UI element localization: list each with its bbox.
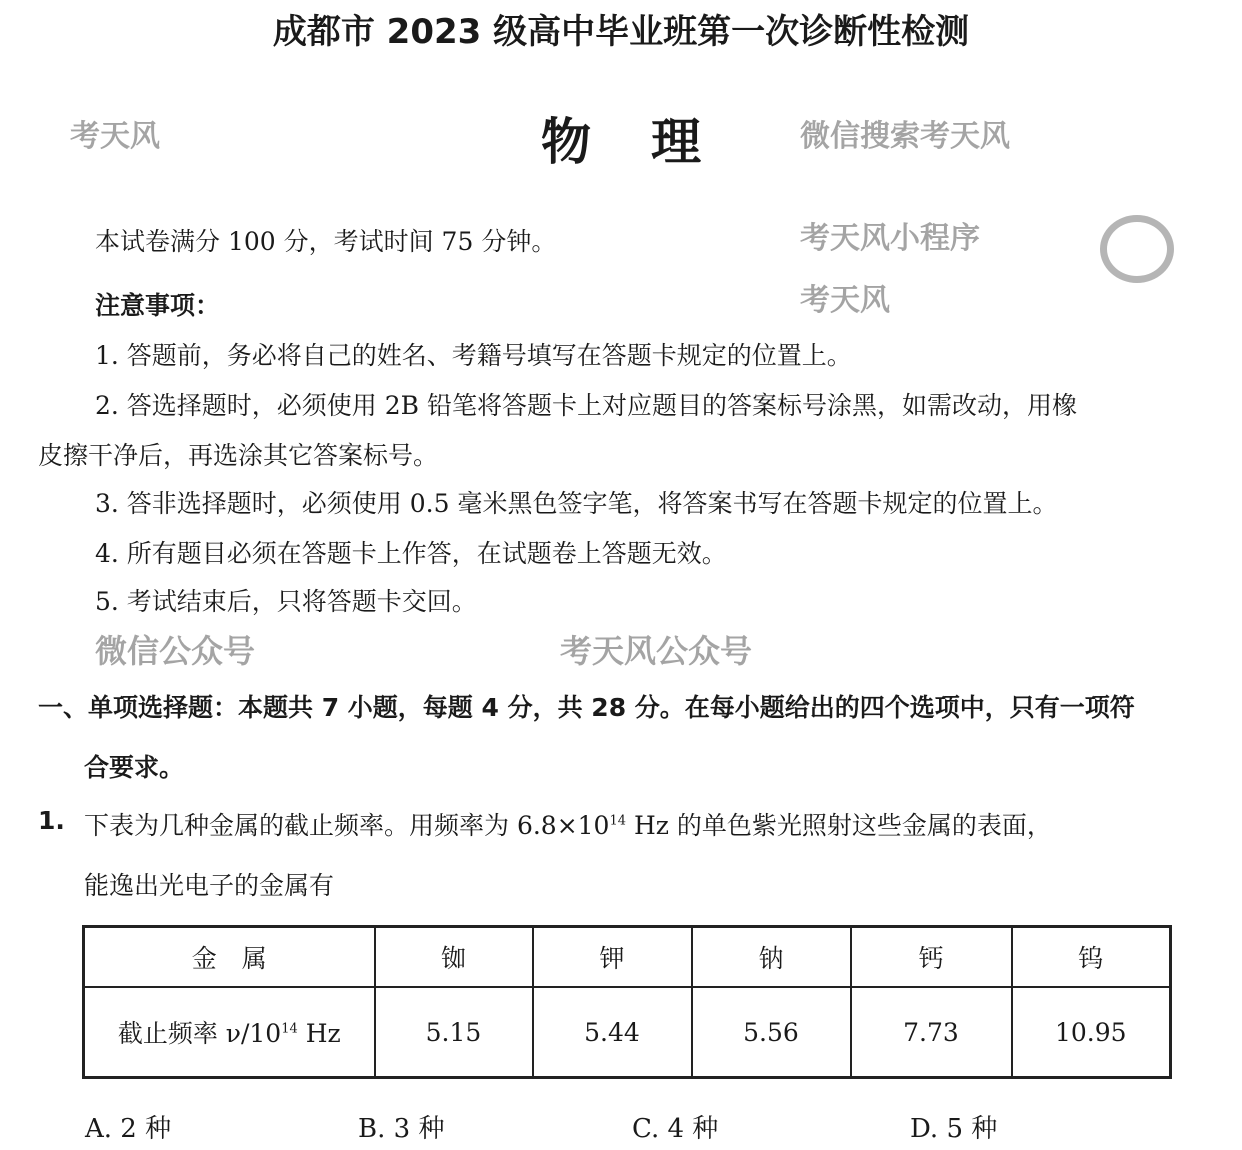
question-text: 能逸出光电子的金属有	[84, 871, 335, 900]
question-text-part: 下表为几种金属的截止频率。用频率为 6.8×10	[84, 811, 610, 840]
watermark: 微信搜索考天风	[800, 119, 1010, 154]
question-text	[84, 806, 1052, 842]
note-item: 1. 答题前，务必将自己的姓名、考籍号填写在答题卡规定的位置上。	[95, 341, 852, 370]
header-cell: 金 属	[84, 927, 375, 988]
metal-cell: 铷	[375, 927, 533, 988]
value-cell: 7.73	[851, 987, 1012, 1078]
section-heading: 一、单项选择题：本题共 7 小题，每题 4 分，共 28 分。在每小题给出的四个选项中，只有一项符	[38, 693, 1135, 722]
note-item: 3. 答非选择题时，必须使用 0.5 毫米黑色签字笔，将答案书写在答题卡规定的位置上。	[95, 489, 1058, 518]
note-item: 4. 所有题目必须在答题卡上作答，在试题卷上答题无效。	[95, 539, 727, 568]
option-d: D. 5 种	[910, 1114, 998, 1144]
exponent: 14	[281, 1021, 298, 1037]
section-heading-cont: 合要求。	[84, 753, 185, 782]
metal-cell: 钾	[533, 927, 692, 988]
label-part: Hz	[297, 1019, 341, 1048]
watermark: 考天风	[800, 283, 890, 318]
metal-cell: 钙	[851, 927, 1012, 988]
intro-text: 本试卷满分 100 分，考试时间 75 分钟。	[95, 227, 557, 256]
metal-cell: 钨	[1012, 927, 1171, 988]
option-a: A. 2 种	[85, 1114, 172, 1144]
subject-title: 物理	[541, 113, 761, 171]
option-c: C. 4 种	[632, 1114, 719, 1144]
table-row	[84, 987, 1171, 1078]
question-number: 1.	[38, 806, 65, 835]
label-part: 截止频率 ν/10	[117, 1019, 282, 1048]
value-cell: 5.44	[533, 987, 692, 1078]
header-cell	[84, 987, 375, 1078]
value-cell: 10.95	[1012, 987, 1171, 1078]
wechat-icon	[1100, 215, 1174, 283]
watermark: 考天风	[70, 119, 160, 154]
watermark: 考天风小程序	[800, 221, 980, 256]
note-item: 2. 答选择题时，必须使用 2B 铅笔将答题卡上对应题目的答案标号涂黑，如需改动，用橡	[95, 391, 1077, 420]
metal-cell: 钠	[692, 927, 851, 988]
note-item: 5. 考试结束后，只将答题卡交回。	[95, 587, 477, 616]
value-cell: 5.56	[692, 987, 851, 1078]
watermark: 微信公众号	[95, 632, 256, 670]
table-row	[84, 927, 1171, 988]
question-text-part: Hz 的单色紫光照射这些金属的表面，	[626, 811, 1052, 840]
exam-title: 成都市 2023 级高中毕业班第一次诊断性检测	[272, 12, 970, 52]
cutoff-frequency-table	[82, 925, 1172, 1079]
notes-heading: 注意事项：	[95, 291, 221, 320]
watermark: 考天风公众号	[560, 632, 753, 670]
exponent: 14	[609, 813, 627, 829]
note-item: 皮擦干净后，再选涂其它答案标号。	[38, 441, 439, 470]
option-b: B. 3 种	[358, 1114, 445, 1144]
value-cell: 5.15	[375, 987, 533, 1078]
